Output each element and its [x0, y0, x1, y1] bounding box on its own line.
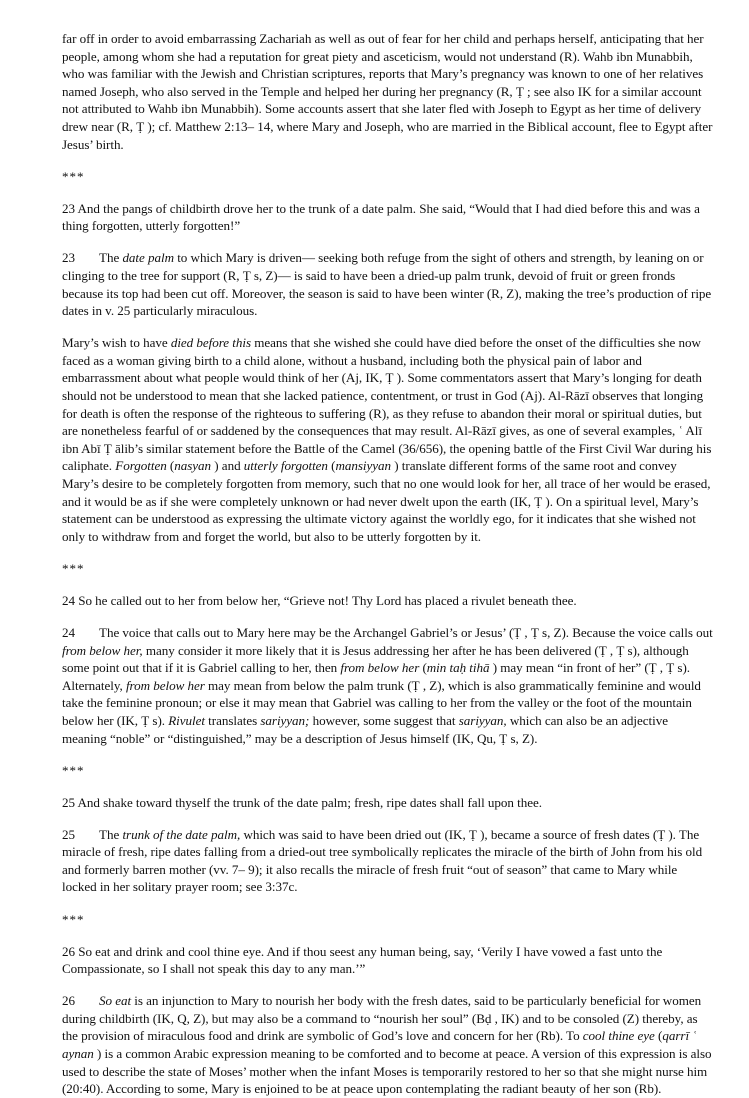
verse-23: [62, 200, 713, 235]
commentary-number: 26: [62, 993, 75, 1009]
text-run: (: [166, 458, 175, 474]
italic-term: nasyan: [174, 458, 212, 474]
text-run: which can also be an adjective meaning “noble” or “distinguished,” may be a description of Jesus himself (IK, Qu, Ṭ s, Z).: [62, 712, 668, 746]
italic-term: Rivulet: [168, 712, 205, 728]
text-run: The voice that calls out to Mary here may be the Archangel Gabriel’s or Jesus’ (Ṭ , Ṭ s, Z). Because the voice calls out: [99, 624, 713, 640]
verse-text: So eat and drink and cool thine eye. And if thou seest any human being, say, ‘Verily I have vowed a fast unto the Compassionate, so I shall not speak this day to any man.’”: [62, 943, 663, 977]
text-run: (: [327, 458, 336, 474]
text-run: The: [99, 826, 123, 842]
verse-number: 24: [62, 592, 75, 608]
text-run: however, some suggest that: [309, 712, 459, 728]
text-run: is an injunction to Mary to nourish her body with the fresh dates, said to be particularly beneficial for women during childbirth (IK, Q, Z), but may also be a command to “nourish her soul” (Bḍ , IK) and to be consoled (Z) thereby, as the provision of miraculous food and drink are symbolic of God’s love and concern for her (Rb). To: [62, 993, 702, 1044]
italic-term: sariyyan;: [260, 712, 310, 728]
text-run: to which Mary is driven— seeking both refuge from the sight of others and strength, by leaning on or clinging to the tree for support (R, Ṭ s, Z)— is said to have been a dried-up palm trunk, devoid of fruit or green fronds because its top had been cut off. Moreover, the season is said to have been winter (R, Z), making the tree’s production of ripe dates in v. 25 particularly miraculous.: [62, 250, 712, 319]
italic-term: from below her,: [62, 642, 143, 658]
italic-term: qarrī ʿ aynan: [62, 1028, 697, 1062]
commentary-24: [62, 624, 713, 747]
italic-term: from below her: [125, 677, 205, 693]
text-run: far off in order to avoid embarrassing Zachariah as well as out of fear for her child and perhaps herself, anticipating that her people, among whom she had a reputation for great piety and asceticism, would not understand (R). Wahb ibn Munabbih, who was familiar with the Jewish and Christian scriptures, reports that Mary’s pregnancy was known to one of her relatives named Joseph, who also served in the Temple and helped her during her pregnancy (R, Ṭ ; see also IK for a similar account not attributed to Wahb ibn Munabbih). Some accounts assert that she later fled with Joseph to Egypt as her time of delivery drew near (R, Ṭ ); cf. Matthew 2:13– 14, where Mary and Joseph, who are married in the Biblical account, flee to Egypt after Jesus’ birth.: [62, 31, 713, 152]
verse-text: And the pangs of childbirth drove her to the trunk of a date palm. She said, “Would that I had died before this and was a thing forgotten, utterly forgotten!”: [62, 200, 700, 234]
section-separator: ***: [62, 762, 85, 778]
italic-term: date palm: [122, 250, 174, 266]
text-run: (: [419, 660, 427, 676]
commentary-26: [62, 992, 713, 1098]
verse-number: 25: [62, 794, 75, 810]
verse-26: [62, 943, 713, 978]
italic-term: from below her: [340, 660, 420, 676]
commentary-23-para-2: [62, 334, 713, 545]
text-run: means that she wished she could have died before the onset of the difficulties she now faced as a woman giving birth to a child alone, without a husband, including both the physical pain of labor and embarrassment about what people would think of her (Aj, IK, Ṭ ). Some commentators assert that Mary’s longing for death should not be understood to mean that she lacked patience, contentment, or trust in God (Aj). Al-Rāzī observes that longing for death is often the response of the righteous to suffering (R), as they refuse to abandon their moral or spiritual duties, but are nonetheless fearful of or saddened by the consequences that may result. Al-Rāzī gives, as one of several examples, ʿ Alī ibn Abī Ṭ ālib’s similar statement before the Battle of the Camel (36/656), the opening battle of the First Civil War during his caliphate.: [62, 335, 712, 474]
section-separator: ***: [62, 560, 85, 576]
italic-term: cool thine eye: [582, 1028, 655, 1044]
section-separator: ***: [62, 168, 85, 184]
verse-number: 23: [62, 200, 75, 216]
commentary-number: 25: [62, 826, 75, 842]
text-run: ) and: [211, 458, 244, 474]
verse-number: 26: [62, 943, 75, 959]
italic-term: min taḥ tihā: [426, 660, 490, 676]
italic-term: So eat: [99, 993, 132, 1009]
verse-25: [62, 794, 713, 812]
verse-text: And shake toward thyself the trunk of the date palm; fresh, ripe dates shall fall upon thee.: [77, 794, 542, 810]
section-separator: ***: [62, 911, 85, 927]
italic-term: trunk of the date palm,: [122, 826, 241, 842]
text-run: ) translate different forms of the same root and convey Mary’s desire to be completely forgotten from memory, such that no one would look for her, all trace of her would be erased, and it would be as if she were completely unknown or had never dwelt upon the earth (IK, Ṭ ). On a spiritual level, Mary’s statement can be understood as expressing the ultimate victory against the worldly ego, for it indicates that she wished not only to withdraw from and forget the world, but also to be utterly forgotten by it.: [62, 458, 711, 544]
italic-term: sariyyan,: [458, 712, 507, 728]
commentary-23-para-1: [62, 249, 713, 319]
commentary-25: [62, 826, 713, 896]
commentary-continuation: [62, 30, 713, 153]
text-run: translates: [204, 712, 261, 728]
italic-term: Forgotten: [115, 458, 167, 474]
text-run: which was said to have been dried out (IK, Ṭ ), became a source of fresh dates (Ṭ ). The miracle of fresh, ripe dates falling from a dried-out tree symbolically replicates the miracle of the birth of John from his old and formerly barren mother (vv. 7– 9); it also recalls the miracle of fresh fruit “out of season” that came to Mary while locked in her solitary prayer room; see 3:37c.: [62, 826, 703, 895]
text-run: (: [654, 1028, 663, 1044]
italic-term: mansiyyan: [335, 458, 392, 474]
verse-text: So he called out to her from below her, “Grieve not! Thy Lord has placed a rivulet beneath thee.: [78, 592, 577, 608]
commentary-number: 23: [62, 250, 75, 266]
commentary-number: 24: [62, 624, 75, 640]
italic-term: utterly forgotten: [243, 458, 328, 474]
italic-term: died before this: [170, 335, 252, 351]
text-run: ) may mean “in front of her” (Ṭ , Ṭ s). Alternately,: [62, 660, 690, 693]
text-run: many consider it more likely that it is Jesus addressing her after he has been delivered (Ṭ , Ṭ s), although some point out that if it is Gabriel calling to her, then: [62, 642, 689, 676]
text-run: ) is a common Arabic expression meaning to be comforted and to become at peace. A version of this expression is also used to describe the state of Moses’ mother when the infant Moses is temporarily restored to her so that she might nurse him (20:40). According to some, Mary is enjoined to be at peace upon contemplating the radiant beauty of her son (Rb).: [62, 1046, 712, 1097]
text-run: may mean from below the palm trunk (Ṭ , Z), which is also grammatically feminine and would take the feminine pronoun; or else it may mean that Gabriel was calling to her from the valley or the foot of the mountain below her (IK, Ṭ s).: [62, 677, 701, 728]
text-run: The: [99, 250, 123, 266]
text-run: Mary’s wish to have: [62, 335, 171, 351]
verse-24: [62, 592, 713, 610]
